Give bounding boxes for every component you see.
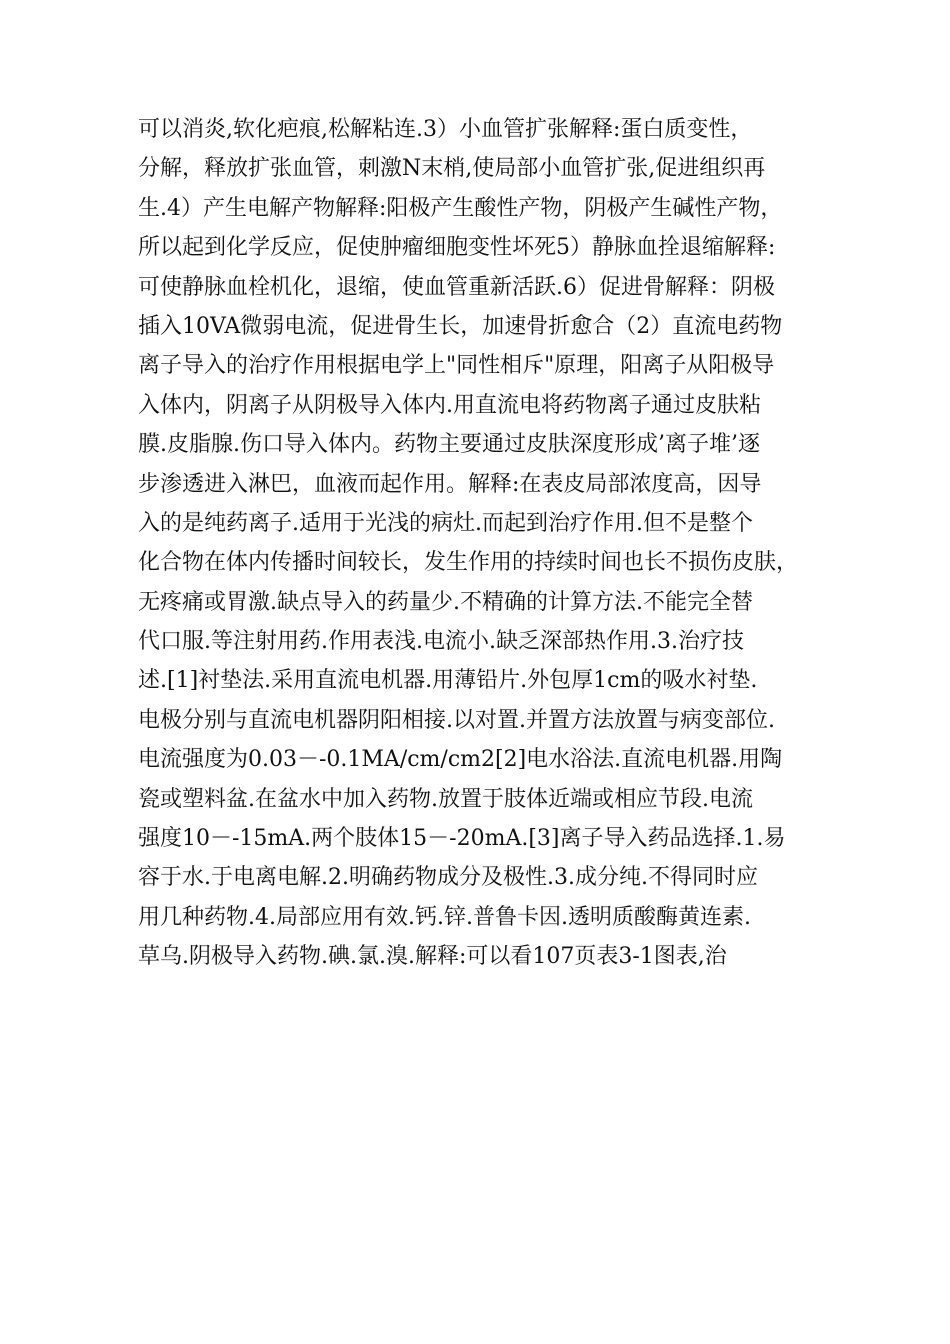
text-line: 电流强度为0.03－-0.1MA/cm/cm2[2]电水浴法.直流电机器.用陶 — [138, 747, 783, 773]
text-line: 电极分别与直流电机器阴阳相接.以对置.并置方法放置与病变部位. — [138, 707, 775, 733]
text-line: 离子导入的治疗作用根据电学上"同性相斥"原理，阳离子从阳极导 — [138, 353, 775, 379]
text-line: 分解，释放扩张血管，刺激N末梢,使局部小血管扩张,促进组织再 — [138, 156, 766, 182]
text-line: 容于水.于电离电解.2.明确药物成分及极性.3.成分纯.不得同时应 — [138, 865, 758, 891]
text-line: 入的是纯药离子.适用于光浅的病灶.而起到治疗作用.但不是整个 — [138, 510, 753, 536]
text-line: 膜.皮脂腺.伤口导入体内。药物主要通过皮肤深度形成’离子堆’逐 — [138, 432, 760, 458]
text-line: 用几种药物.4.局部应用有效.钙.锌.普鲁卡因.透明质酸酶黄连素. — [138, 904, 751, 930]
text-line: 草乌.阴极导入药物.碘.氯.溴.解释:可以看107页表3-1图表,治 — [138, 944, 727, 970]
text-line: 化合物在体内传播时间较长，发生作用的持续时间也长不损伤皮肤， — [138, 550, 799, 576]
text-line: 强度10－-15mA.两个肢体15－-20mA.[3]离子导入药品选择.1.易 — [138, 826, 786, 852]
text-line: 入体内，阴离子从阴极导入体内.用直流电将药物离子通过皮肤粘 — [138, 392, 761, 418]
text-line: 瓷或塑料盆.在盆水中加入药物.放置于肢体近端或相应节段.电流 — [138, 786, 753, 812]
text-line: 所以起到化学反应，促使肿瘤细胞变性坏死5）静脉血拴退缩解释: — [138, 235, 776, 261]
text-line: 可以消炎,软化疤痕,松解粘连.3）小血管扩张解释:蛋白质变性， — [138, 117, 753, 142]
text-line: 生.4）产生电解产物解释:阳极产生酸性产物，阴极产生碱性产物， — [138, 195, 783, 221]
text-line: 述.[1]衬垫法.采用直流电机器.用薄铅片.外包厚1cm的吸水衬垫. — [138, 668, 758, 694]
text-line: 无疼痛或胃激.缺点导入的药量少.不精确的计算方法.不能完全替 — [138, 589, 753, 615]
text-line: 可使静脉血栓机化，退缩，使血管重新活跃.6）促进骨解释：阴极 — [138, 274, 775, 300]
body-text — [138, 110, 838, 977]
text-line: 步渗透进入淋巴，血液而起作用。解释:在表皮局部浓度高，因导 — [138, 471, 762, 497]
text-line: 插入10VA微弱电流，促进骨生长，加速骨折愈合（2）直流电药物 — [138, 313, 783, 339]
text-line: 代口服.等注射用药.作用表浅.电流小.缺乏深部热作用.3.治疗技 — [138, 629, 744, 655]
